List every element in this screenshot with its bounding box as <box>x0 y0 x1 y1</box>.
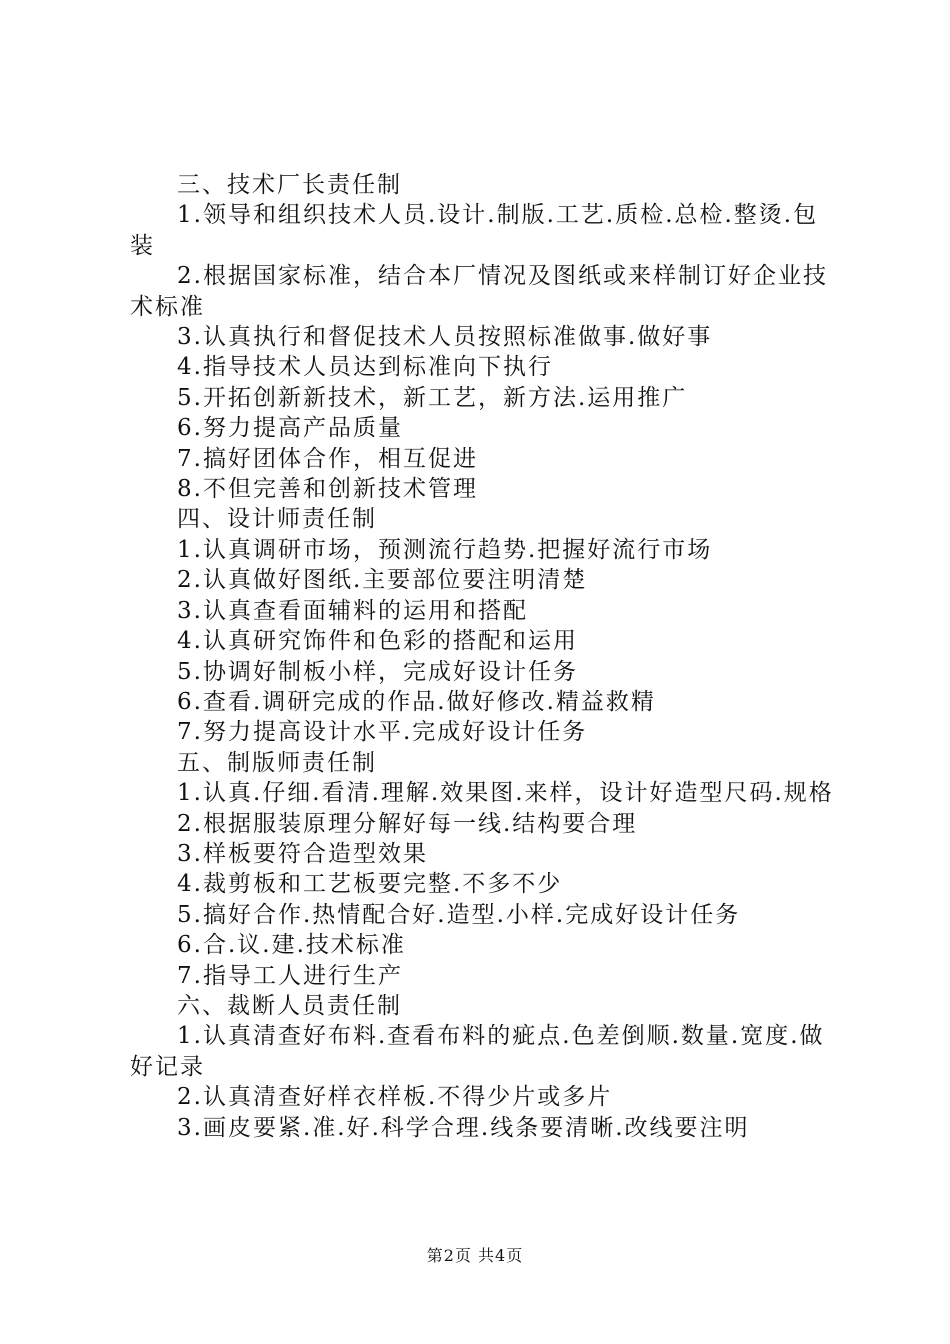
list-item: 7.努力提高设计水平.完成好设计任务 <box>177 719 588 746</box>
list-item: 6.努力提高产品质量 <box>177 415 403 442</box>
list-item: 2.认真做好图纸.主要部位要注明清楚 <box>177 567 588 594</box>
list-item: 5.协调好制板小样，完成好设计任务 <box>177 658 578 685</box>
list-item: 6.合.议.建.技术标准 <box>177 932 406 959</box>
list-item: 3.认真查看面辅料的运用和搭配 <box>177 597 528 624</box>
list-item: 3.画皮要紧.准.好.科学合理.线条要清晰.改线要注明 <box>177 1114 750 1141</box>
list-item: 3.样板要符合造型效果 <box>177 840 428 867</box>
list-item: 6.查看.调研完成的作品.做好修改.精益救精 <box>177 688 656 715</box>
section-heading-6: 六、裁断人员责任制 <box>177 992 402 1019</box>
list-item: 2.认真清查好样衣样板.不得少片或多片 <box>177 1084 613 1111</box>
list-item: 2.根据服装原理分解好每一线.结构要合理 <box>177 810 638 837</box>
list-item: 7.指导工人进行生产 <box>177 962 403 989</box>
list-item: 4.认真研究饰件和色彩的搭配和运用 <box>177 628 578 655</box>
list-item: 5.搞好合作.热情配合好.造型.小样.完成好设计任务 <box>177 901 741 928</box>
list-item: 4.裁剪板和工艺板要完整.不多不少 <box>177 871 563 898</box>
section-heading-3: 三、技术厂长责任制 <box>177 172 402 198</box>
list-item: 5.开拓创新新技术，新工艺，新方法.运用推广 <box>177 384 688 411</box>
list-item: 2.根据国家标准，结合本厂情况及图纸或来样制订好企业技术标准 <box>130 263 828 320</box>
list-item: 1.认真调研市场，预测流行趋势.把握好流行市场 <box>177 536 713 563</box>
document-body <box>130 170 835 1143</box>
list-item: 3.认真执行和督促技术人员按照标准做事.做好事 <box>177 324 713 351</box>
list-item: 7.搞好团体合作，相互促进 <box>177 445 478 472</box>
section-heading-5: 五、制版师责任制 <box>177 749 377 776</box>
list-item: 1.认真.仔细.看清.理解.效果图.来样，设计好造型尺码.规格 <box>177 780 834 807</box>
list-item: 4.指导技术人员达到标准向下执行 <box>177 354 553 381</box>
list-item: 1.认真清查好布料.查看布料的疵点.色差倒顺.数量.宽度.做好记录 <box>130 1023 825 1080</box>
list-item: 8.不但完善和创新技术管理 <box>177 476 478 503</box>
page-number-footer: 第2页 共4页 <box>426 1246 524 1265</box>
section-heading-4: 四、设计师责任制 <box>177 506 377 533</box>
list-item: 1.领导和组织技术人员.设计.制版.工艺.质检.总检.整烫.包装 <box>130 202 819 259</box>
